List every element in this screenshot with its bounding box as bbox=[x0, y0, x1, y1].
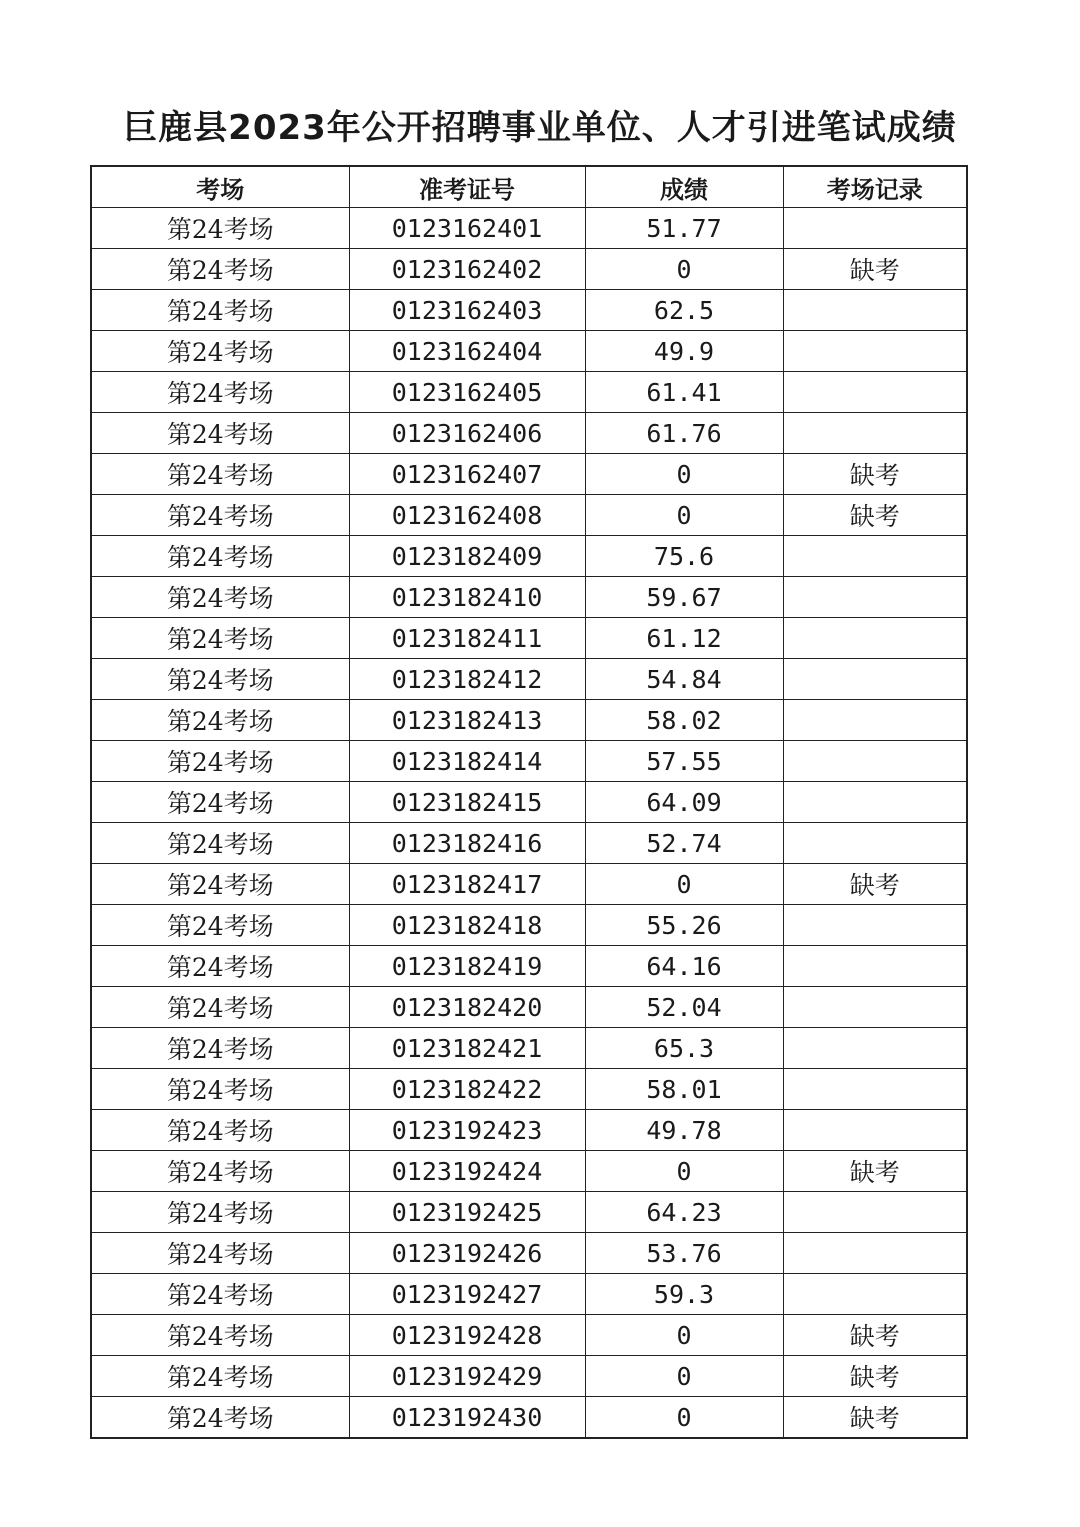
table-row bbox=[91, 208, 967, 249]
table-row bbox=[91, 741, 967, 782]
score-cell: 75.6 bbox=[585, 536, 783, 577]
exam-record-cell bbox=[783, 1069, 967, 1110]
admission-number-cell: 0123192424 bbox=[349, 1151, 585, 1192]
exam-room-cell: 第24考场 bbox=[91, 1110, 349, 1151]
table-row bbox=[91, 823, 967, 864]
exam-room-cell: 第24考场 bbox=[91, 495, 349, 536]
exam-room-cell: 第24考场 bbox=[91, 331, 349, 372]
admission-number-cell: 0123192425 bbox=[349, 1192, 585, 1233]
admission-number-cell: 0123162401 bbox=[349, 208, 585, 249]
exam-room-cell: 第24考场 bbox=[91, 577, 349, 618]
header-exam-record: 考场记录 bbox=[783, 166, 967, 208]
exam-room-cell: 第24考场 bbox=[91, 618, 349, 659]
exam-record-cell: 缺考 bbox=[783, 1315, 967, 1356]
admission-number-cell: 0123182415 bbox=[349, 782, 585, 823]
score-cell: 54.84 bbox=[585, 659, 783, 700]
table-row bbox=[91, 372, 967, 413]
table-row bbox=[91, 946, 967, 987]
exam-record-cell: 缺考 bbox=[783, 249, 967, 290]
table-row bbox=[91, 413, 967, 454]
exam-room-cell: 第24考场 bbox=[91, 413, 349, 454]
score-cell: 0 bbox=[585, 1151, 783, 1192]
score-cell: 51.77 bbox=[585, 208, 783, 249]
exam-record-cell: 缺考 bbox=[783, 1151, 967, 1192]
scores-table bbox=[90, 165, 968, 1439]
table-row bbox=[91, 1397, 967, 1439]
exam-record-cell: 缺考 bbox=[783, 495, 967, 536]
admission-number-cell: 0123162408 bbox=[349, 495, 585, 536]
score-cell: 59.3 bbox=[585, 1274, 783, 1315]
exam-record-cell bbox=[783, 1110, 967, 1151]
exam-record-cell bbox=[783, 659, 967, 700]
exam-room-cell: 第24考场 bbox=[91, 290, 349, 331]
admission-number-cell: 0123182421 bbox=[349, 1028, 585, 1069]
admission-number-cell: 0123182416 bbox=[349, 823, 585, 864]
table-row bbox=[91, 536, 967, 577]
exam-record-cell bbox=[783, 577, 967, 618]
exam-room-cell: 第24考场 bbox=[91, 1397, 349, 1439]
page-title: 巨鹿县2023年公开招聘事业单位、人才引进笔试成绩 bbox=[123, 108, 957, 148]
exam-room-cell: 第24考场 bbox=[91, 864, 349, 905]
table-row bbox=[91, 1315, 967, 1356]
admission-number-cell: 0123182419 bbox=[349, 946, 585, 987]
score-cell: 0 bbox=[585, 495, 783, 536]
table-row bbox=[91, 249, 967, 290]
exam-record-cell bbox=[783, 413, 967, 454]
exam-record-cell bbox=[783, 987, 967, 1028]
table-row bbox=[91, 864, 967, 905]
score-cell: 0 bbox=[585, 249, 783, 290]
exam-room-cell: 第24考场 bbox=[91, 536, 349, 577]
header-exam-room: 考场 bbox=[91, 166, 349, 208]
score-cell: 58.02 bbox=[585, 700, 783, 741]
exam-record-cell bbox=[783, 741, 967, 782]
exam-record-cell: 缺考 bbox=[783, 1356, 967, 1397]
exam-room-cell: 第24考场 bbox=[91, 782, 349, 823]
table-row bbox=[91, 1192, 967, 1233]
score-cell: 65.3 bbox=[585, 1028, 783, 1069]
admission-number-cell: 0123182417 bbox=[349, 864, 585, 905]
admission-number-cell: 0123192428 bbox=[349, 1315, 585, 1356]
score-cell: 58.01 bbox=[585, 1069, 783, 1110]
admission-number-cell: 0123182409 bbox=[349, 536, 585, 577]
admission-number-cell: 0123192429 bbox=[349, 1356, 585, 1397]
score-cell: 57.55 bbox=[585, 741, 783, 782]
table-row bbox=[91, 1110, 967, 1151]
exam-room-cell: 第24考场 bbox=[91, 946, 349, 987]
exam-room-cell: 第24考场 bbox=[91, 700, 349, 741]
exam-record-cell bbox=[783, 536, 967, 577]
admission-number-cell: 0123162406 bbox=[349, 413, 585, 454]
table-row bbox=[91, 1356, 967, 1397]
table-row bbox=[91, 331, 967, 372]
header-admission-number: 准考证号 bbox=[349, 166, 585, 208]
exam-room-cell: 第24考场 bbox=[91, 1274, 349, 1315]
exam-record-cell bbox=[783, 1028, 967, 1069]
table-row bbox=[91, 782, 967, 823]
exam-room-cell: 第24考场 bbox=[91, 1151, 349, 1192]
exam-record-cell bbox=[783, 700, 967, 741]
score-cell: 0 bbox=[585, 1397, 783, 1439]
table-row bbox=[91, 987, 967, 1028]
admission-number-cell: 0123192427 bbox=[349, 1274, 585, 1315]
score-cell: 53.76 bbox=[585, 1233, 783, 1274]
score-cell: 55.26 bbox=[585, 905, 783, 946]
exam-room-cell: 第24考场 bbox=[91, 372, 349, 413]
exam-room-cell: 第24考场 bbox=[91, 905, 349, 946]
admission-number-cell: 0123192430 bbox=[349, 1397, 585, 1439]
exam-record-cell: 缺考 bbox=[783, 864, 967, 905]
exam-room-cell: 第24考场 bbox=[91, 1356, 349, 1397]
exam-record-cell bbox=[783, 290, 967, 331]
admission-number-cell: 0123192423 bbox=[349, 1110, 585, 1151]
table-header-row bbox=[91, 166, 967, 208]
exam-record-cell: 缺考 bbox=[783, 454, 967, 495]
table-row bbox=[91, 290, 967, 331]
exam-room-cell: 第24考场 bbox=[91, 454, 349, 495]
exam-record-cell bbox=[783, 1233, 967, 1274]
score-cell: 0 bbox=[585, 454, 783, 495]
admission-number-cell: 0123182412 bbox=[349, 659, 585, 700]
score-cell: 64.09 bbox=[585, 782, 783, 823]
exam-room-cell: 第24考场 bbox=[91, 1315, 349, 1356]
exam-room-cell: 第24考场 bbox=[91, 659, 349, 700]
admission-number-cell: 0123182418 bbox=[349, 905, 585, 946]
table-row bbox=[91, 1028, 967, 1069]
exam-room-cell: 第24考场 bbox=[91, 1192, 349, 1233]
score-cell: 59.67 bbox=[585, 577, 783, 618]
exam-room-cell: 第24考场 bbox=[91, 1233, 349, 1274]
table-row bbox=[91, 577, 967, 618]
exam-room-cell: 第24考场 bbox=[91, 1028, 349, 1069]
exam-record-cell bbox=[783, 946, 967, 987]
score-cell: 61.76 bbox=[585, 413, 783, 454]
table-row bbox=[91, 454, 967, 495]
score-cell: 64.16 bbox=[585, 946, 783, 987]
header-score: 成绩 bbox=[585, 166, 783, 208]
score-cell: 61.41 bbox=[585, 372, 783, 413]
score-cell: 61.12 bbox=[585, 618, 783, 659]
exam-room-cell: 第24考场 bbox=[91, 741, 349, 782]
exam-record-cell bbox=[783, 905, 967, 946]
score-cell: 64.23 bbox=[585, 1192, 783, 1233]
admission-number-cell: 0123162404 bbox=[349, 331, 585, 372]
score-cell: 0 bbox=[585, 864, 783, 905]
exam-room-cell: 第24考场 bbox=[91, 208, 349, 249]
admission-number-cell: 0123162403 bbox=[349, 290, 585, 331]
admission-number-cell: 0123182414 bbox=[349, 741, 585, 782]
admission-number-cell: 0123182410 bbox=[349, 577, 585, 618]
table-row bbox=[91, 1233, 967, 1274]
table-row bbox=[91, 495, 967, 536]
table-row bbox=[91, 905, 967, 946]
admission-number-cell: 0123182420 bbox=[349, 987, 585, 1028]
score-cell: 49.9 bbox=[585, 331, 783, 372]
exam-record-cell bbox=[783, 823, 967, 864]
score-cell: 0 bbox=[585, 1356, 783, 1397]
table-row bbox=[91, 700, 967, 741]
exam-record-cell bbox=[783, 331, 967, 372]
admission-number-cell: 0123162407 bbox=[349, 454, 585, 495]
exam-room-cell: 第24考场 bbox=[91, 249, 349, 290]
exam-record-cell: 缺考 bbox=[783, 1397, 967, 1439]
exam-record-cell bbox=[783, 618, 967, 659]
table-row bbox=[91, 618, 967, 659]
admission-number-cell: 0123162402 bbox=[349, 249, 585, 290]
admission-number-cell: 0123182422 bbox=[349, 1069, 585, 1110]
table-row bbox=[91, 1151, 967, 1192]
score-cell: 62.5 bbox=[585, 290, 783, 331]
admission-number-cell: 0123162405 bbox=[349, 372, 585, 413]
exam-record-cell bbox=[783, 1274, 967, 1315]
score-cell: 52.74 bbox=[585, 823, 783, 864]
admission-number-cell: 0123182411 bbox=[349, 618, 585, 659]
table-row bbox=[91, 1274, 967, 1315]
exam-room-cell: 第24考场 bbox=[91, 823, 349, 864]
admission-number-cell: 0123182413 bbox=[349, 700, 585, 741]
exam-record-cell bbox=[783, 1192, 967, 1233]
table-row bbox=[91, 1069, 967, 1110]
exam-record-cell bbox=[783, 782, 967, 823]
exam-room-cell: 第24考场 bbox=[91, 987, 349, 1028]
exam-room-cell: 第24考场 bbox=[91, 1069, 349, 1110]
exam-record-cell bbox=[783, 208, 967, 249]
table-row bbox=[91, 659, 967, 700]
score-cell: 52.04 bbox=[585, 987, 783, 1028]
admission-number-cell: 0123192426 bbox=[349, 1233, 585, 1274]
exam-record-cell bbox=[783, 372, 967, 413]
score-cell: 49.78 bbox=[585, 1110, 783, 1151]
score-cell: 0 bbox=[585, 1315, 783, 1356]
